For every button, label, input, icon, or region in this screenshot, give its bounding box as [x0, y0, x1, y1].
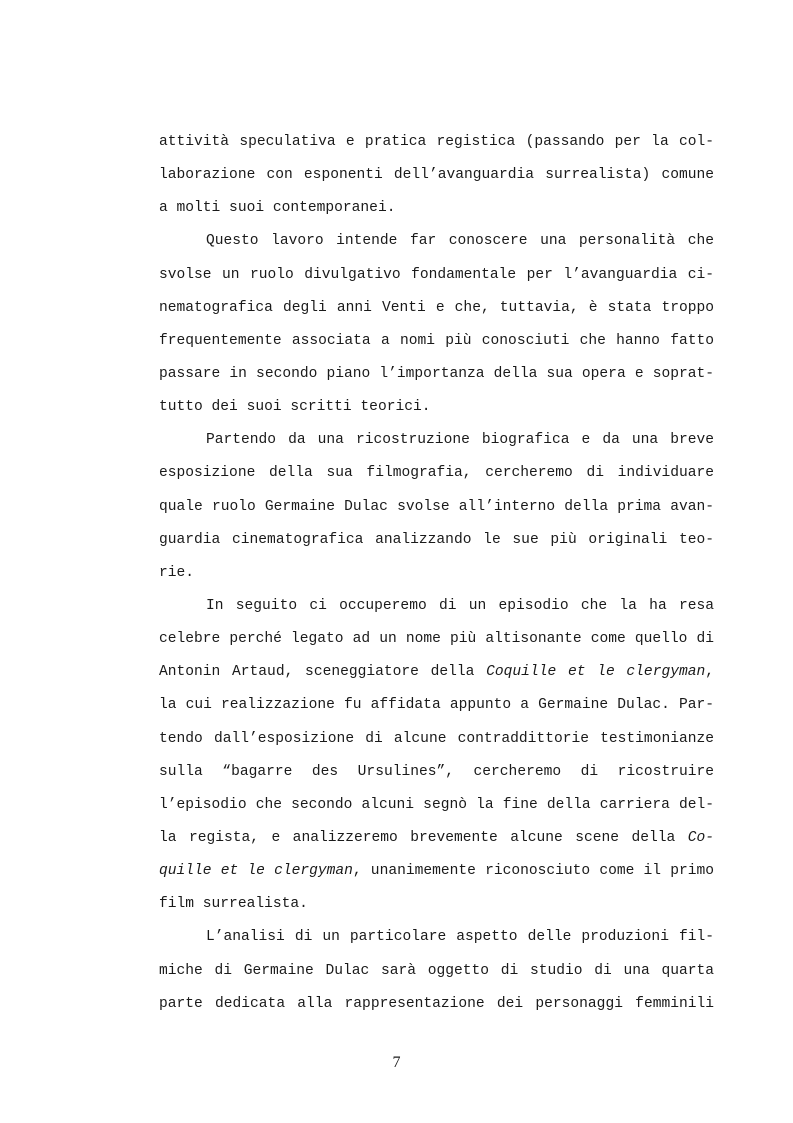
text-segment: tendo dall’esposizione di alcune contraddittorie testimonianze [159, 730, 714, 747]
text-line [159, 859, 714, 892]
text-segment: , [705, 664, 715, 681]
text-line [159, 793, 714, 826]
text-segment: la regista, e analizzeremo brevemente alcune scene della [159, 829, 688, 846]
text-line [159, 959, 714, 992]
text-line [159, 130, 714, 163]
text-line [159, 925, 714, 958]
text-segment: laborazione con esponenti dell’avanguardia surrealista) comune [159, 167, 714, 184]
text-line [159, 428, 714, 461]
text-segment: attività speculativa e pratica registica (passando per la col- [159, 134, 714, 150]
text-segment: , unanimemente riconosciuto come il primo [352, 863, 714, 880]
text-segment: Antonin Artaud, sceneggiatore della [159, 664, 487, 681]
text-segment: la cui realizzazione fu affidata appunto a Germaine Dulac. Par- [159, 697, 714, 714]
text-line [159, 727, 714, 760]
text-line [159, 760, 714, 793]
text-line [159, 992, 714, 1025]
text-segment: Questo lavoro intende far conoscere una personalità che [206, 233, 714, 250]
text-segment: l’episodio che secondo alcuni segnò la fine della carriera del- [159, 796, 714, 813]
text-segment: quale ruolo Germaine Dulac svolse all’interno della prima avan- [159, 498, 714, 515]
text-segment: In seguito ci occuperemo di un episodio che la ha resa [206, 597, 714, 614]
text-line [159, 229, 714, 262]
text-line [159, 395, 714, 428]
text-segment: sulla “bagarre des Ursulines”, cercheremo di ricostruire [159, 763, 714, 780]
text-line [159, 561, 714, 594]
text-line [159, 693, 714, 726]
text-line [159, 495, 714, 528]
text-line [159, 263, 714, 296]
film-title-italic: quille et le clergyman [159, 863, 353, 880]
text-line [159, 362, 714, 395]
text-line [159, 163, 714, 196]
text-segment: frequentemente associata a nomi più conosciuti che hanno fatto [159, 332, 714, 349]
text-segment: svolse un ruolo divulgativo fondamentale per l’avanguardia ci- [159, 266, 714, 283]
text-segment: rie. [159, 564, 195, 581]
text-line [159, 528, 714, 561]
text-line [159, 826, 714, 859]
text-line [159, 892, 714, 925]
text-segment: Partendo da una ricostruzione biografica e da una breve [206, 432, 714, 449]
text-line [159, 329, 714, 362]
body-text [159, 130, 714, 1025]
page-number: 7 [392, 1054, 401, 1071]
text-segment: a molti suoi contemporanei. [159, 200, 396, 217]
film-title-italic: Co- [687, 829, 714, 846]
text-line [159, 594, 714, 627]
text-segment: L’analisi di un particolare aspetto delle produzioni fil- [206, 929, 714, 946]
text-segment: esposizione della sua filmografia, cercheremo di individuare [159, 465, 714, 482]
text-line [159, 627, 714, 660]
text-line [159, 660, 714, 693]
text-segment: passare in secondo piano l’importanza della sua opera e soprat- [159, 365, 714, 382]
text-segment: nematografica degli anni Venti e che, tuttavia, è stata troppo [159, 299, 714, 316]
text-line [159, 461, 714, 494]
text-segment: film surrealista. [159, 896, 308, 913]
text-segment: parte dedicata alla rappresentazione dei personaggi femminili [159, 995, 714, 1012]
text-segment: tutto dei suoi scritti teorici. [159, 399, 431, 416]
text-segment: guardia cinematografica analizzando le sue più originali teo- [159, 531, 714, 548]
text-line [159, 196, 714, 229]
text-segment: miche di Germaine Dulac sarà oggetto di studio di una quarta [159, 962, 714, 979]
text-segment: celebre perché legato ad un nome più altisonante come quello di [159, 631, 714, 648]
text-line [159, 296, 714, 329]
film-title-italic: Coquille et le clergyman [486, 664, 706, 681]
